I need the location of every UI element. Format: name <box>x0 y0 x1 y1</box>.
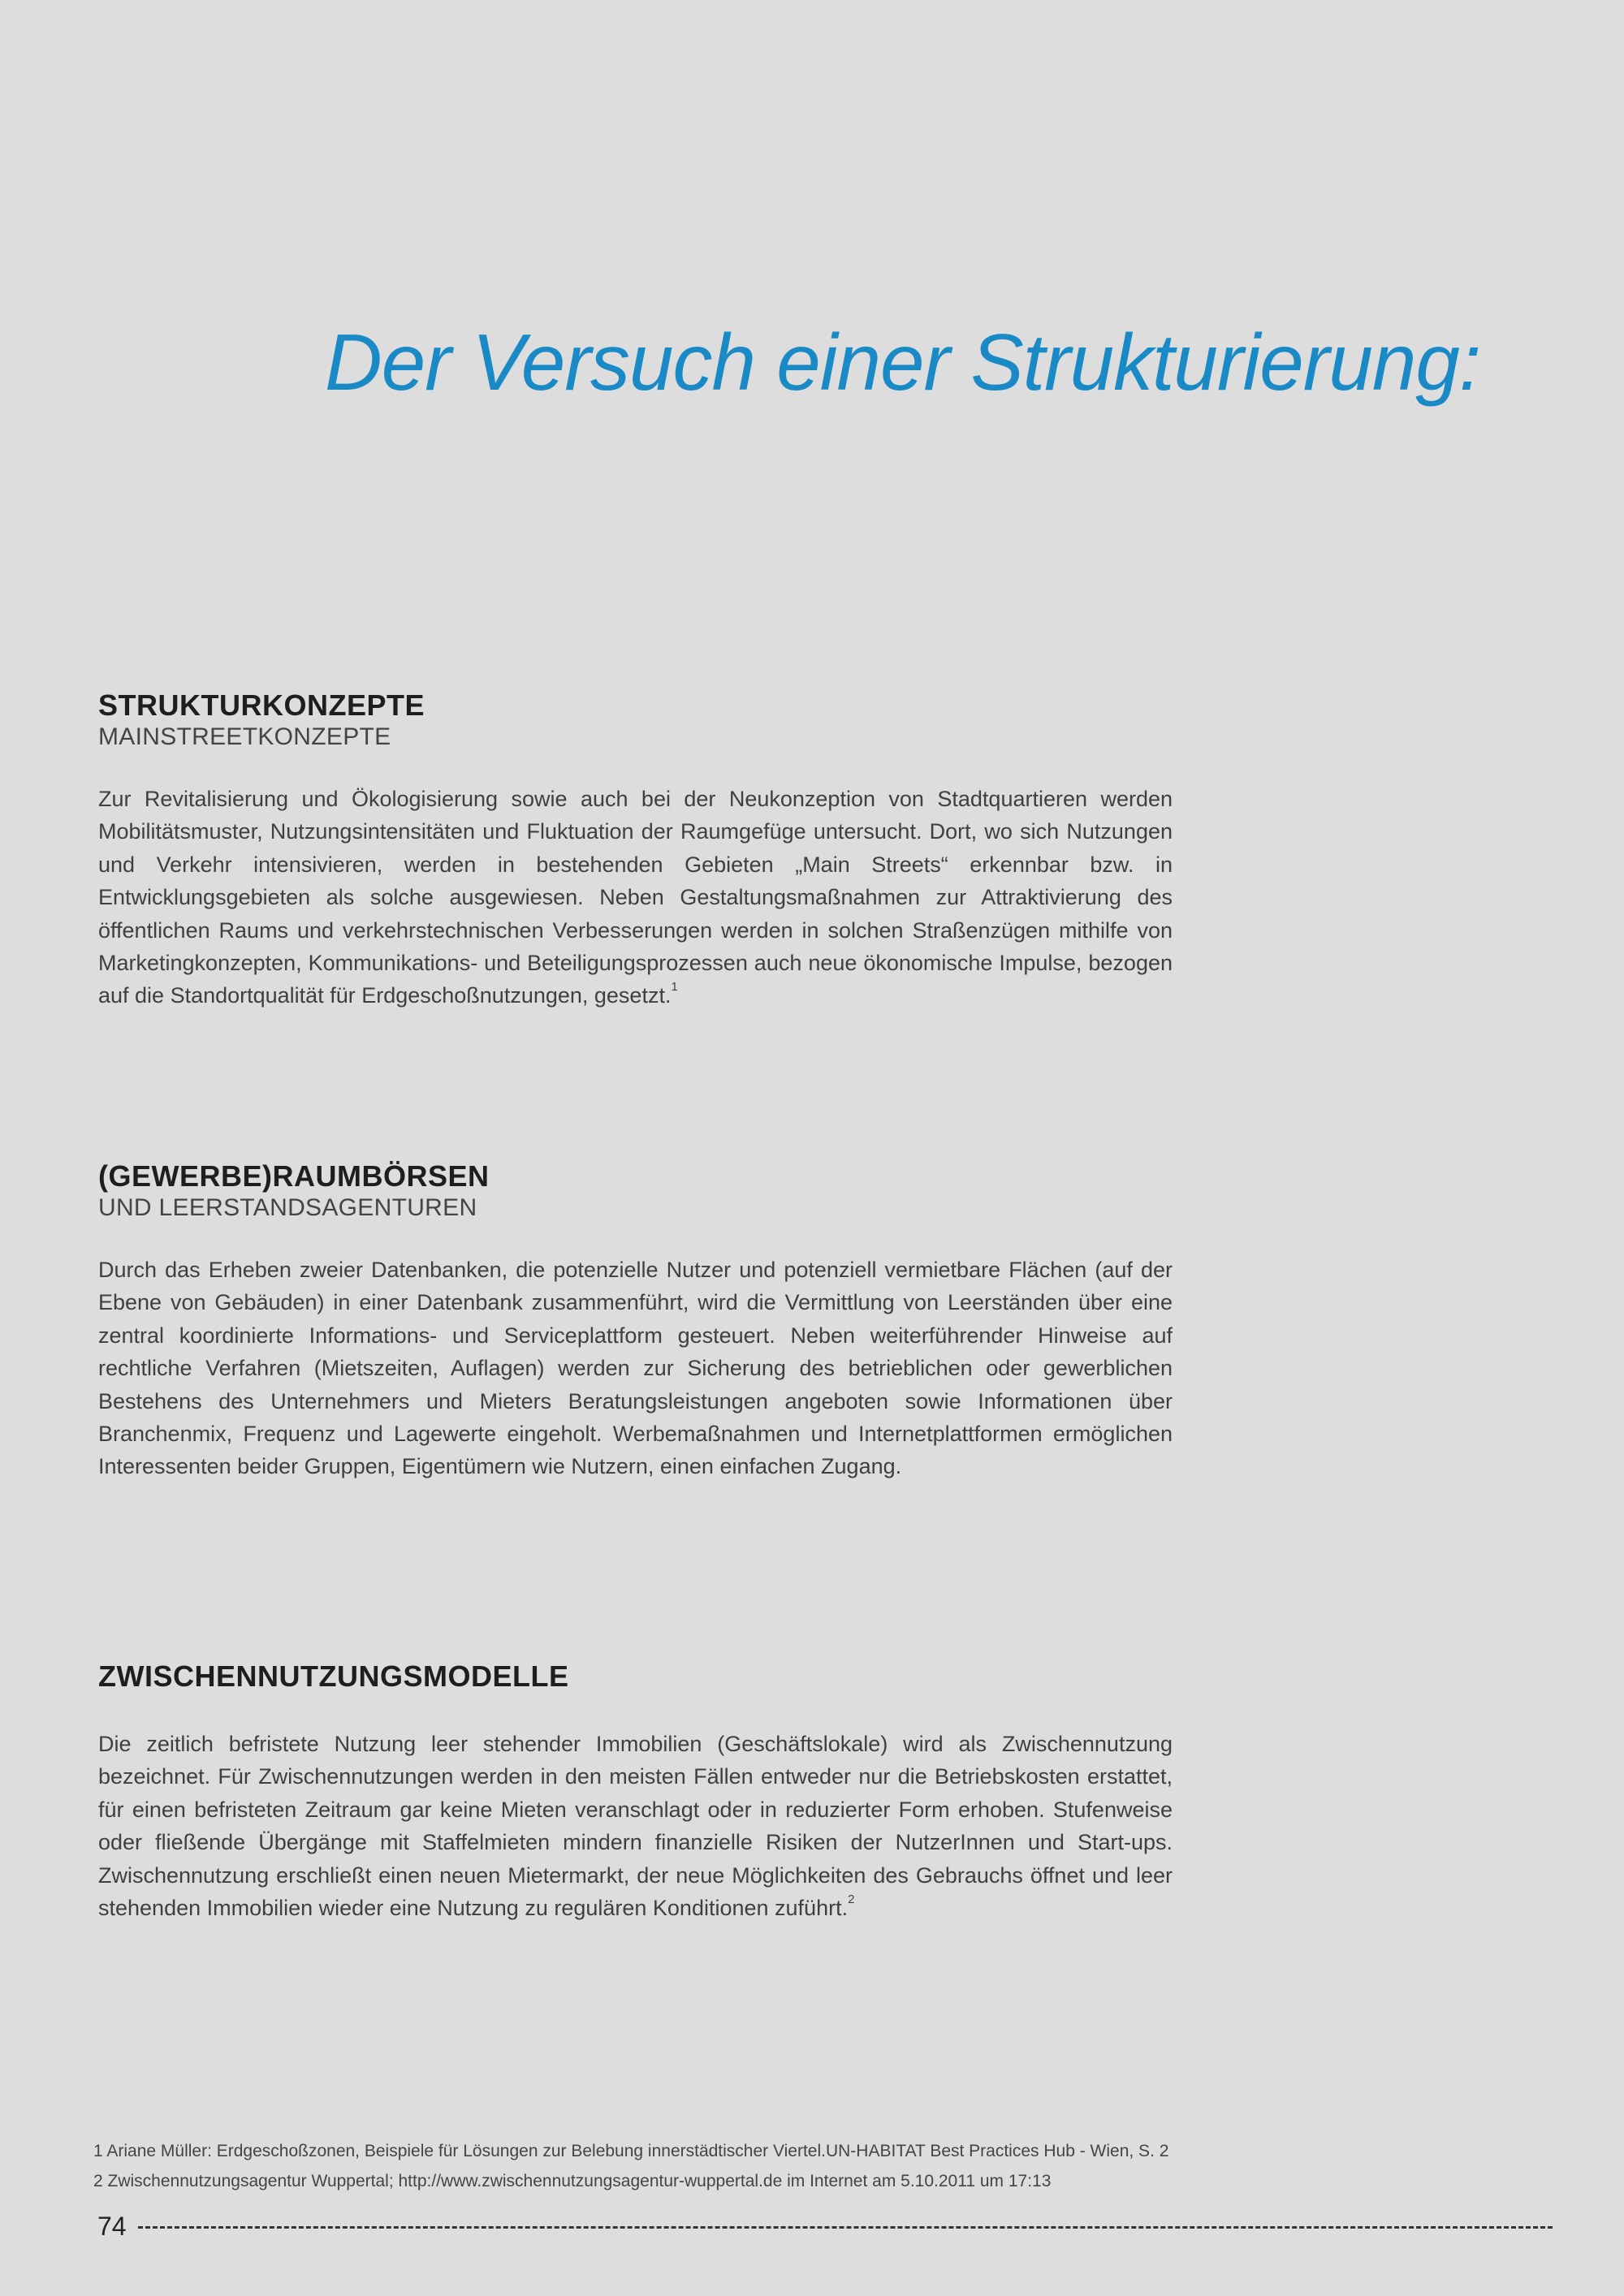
section-heading: STRUKTURKONZEPTE <box>98 688 425 722</box>
section-strukturkonzepte <box>98 688 1173 1012</box>
footnote-ref: 1 <box>671 980 678 995</box>
page-number: 74 <box>97 2212 127 2241</box>
section-subheading: UND LEERSTANDSAGENTUREN <box>98 1194 477 1221</box>
section-subheading: MAINSTREETKONZEPTE <box>98 723 391 750</box>
footnote-2: 2 Zwischennutzungsagentur Wuppertal; http://www.zwischennutzungsagentur-wuppertal.de im Internet am 5.10.2011 um 17:13 <box>93 2172 1052 2190</box>
body-text: Die zeitlich befristete Nutzung leer stehender Immobilien (Geschäftslokale) wird als Zwischennutzung bezeichnet. Für Zwischennutzungen werden in den meisten Fällen entweder nur die Betriebskosten erstattet, für einen befristeten Zeitraum gar keine Mieten veranschlagt oder in reduzierter Form erhoben. Stufenweise oder fließende Übergänge mit Staffelmieten mindern finanzielle Risiken der NutzerInnen und Start-ups. Zwischennutzung erschließt einen neuen Mietermarkt, der neue Möglichkeiten des Gebrauchs öffnet und leer stehenden Immobilien wieder eine Nutzung zu regulären Konditionen zuführt. <box>98 1732 1173 1921</box>
section-body <box>98 783 1173 1012</box>
footnote-ref: 2 <box>848 1892 855 1907</box>
section-heading: (GEWERBE)RAUMBÖRSEN <box>98 1159 490 1193</box>
section-body: Durch das Erheben zweier Datenbanken, die potenzielle Nutzer und potenziell vermietbare Flächen (auf der Ebene von Gebäuden) in einer Datenbank zusammenführt, wird die Vermittlung von Leerständen über eine zentral koordinierte Informations- und Serviceplattform gesteuert. Neben weiterführender Hinweise auf rechtliche Verfahren (Mietszeiten, Auflagen) werden zur Sicherung des betrieblichen oder gewerblichen Bestehens des Unternehmers und Mieters Beratungsleistungen angeboten sowie Informationen über Branchenmix, Frequenz und Lagewerte eingeholt. Werbemaßnahmen und Internetplattformen ermöglichen Interessenten beider Gruppen, Eigentümern wie Nutzern, einen einfachen Zugang. <box>98 1258 1173 1479</box>
footnote-1: 1 Ariane Müller: Erdgeschoßzonen, Beispiele für Lösungen zur Belebung innerstädtischer Viertel.UN-HABITAT Best Practices Hub - Wien, S. 2 <box>93 2142 1169 2160</box>
dashed-divider <box>138 2226 1553 2229</box>
section-raumboersen <box>98 1159 1173 1483</box>
body-text: Zur Revitalisierung und Ökologisierung sowie auch bei der Neukonzeption von Stadtquartieren werden Mobilitätsmuster, Nutzungsintensitäten und Fluktuation der Raumgefüge untersucht. Dort, wo sich Nutzungen und Verkehr intensivieren, werden in bestehenden Gebieten „Main Streets“ erkennbar bzw. in Entwicklungsgebieten als solche ausgewiesen. Neben Gestaltungsmaßnahmen zur Attraktivierung des öffentlichen Raums und verkehrstechnischen Verbesserungen werden in solchen Straßenzügen mithilfe von Marketingkonzepten, Kommunikations- und Beteiligungsprozessen auch neue ökonomische Impulse, bezogen auf die Standortqualität für Erdgeschoßnutzungen, gesetzt. <box>98 787 1173 1008</box>
section-body <box>98 1728 1173 1924</box>
section-heading: ZWISCHENNUTZUNGSMODELLE <box>98 1659 569 1693</box>
page-title: Der Versuch einer Strukturierung: <box>325 317 1481 407</box>
section-zwischennutzung <box>98 1659 1173 1924</box>
